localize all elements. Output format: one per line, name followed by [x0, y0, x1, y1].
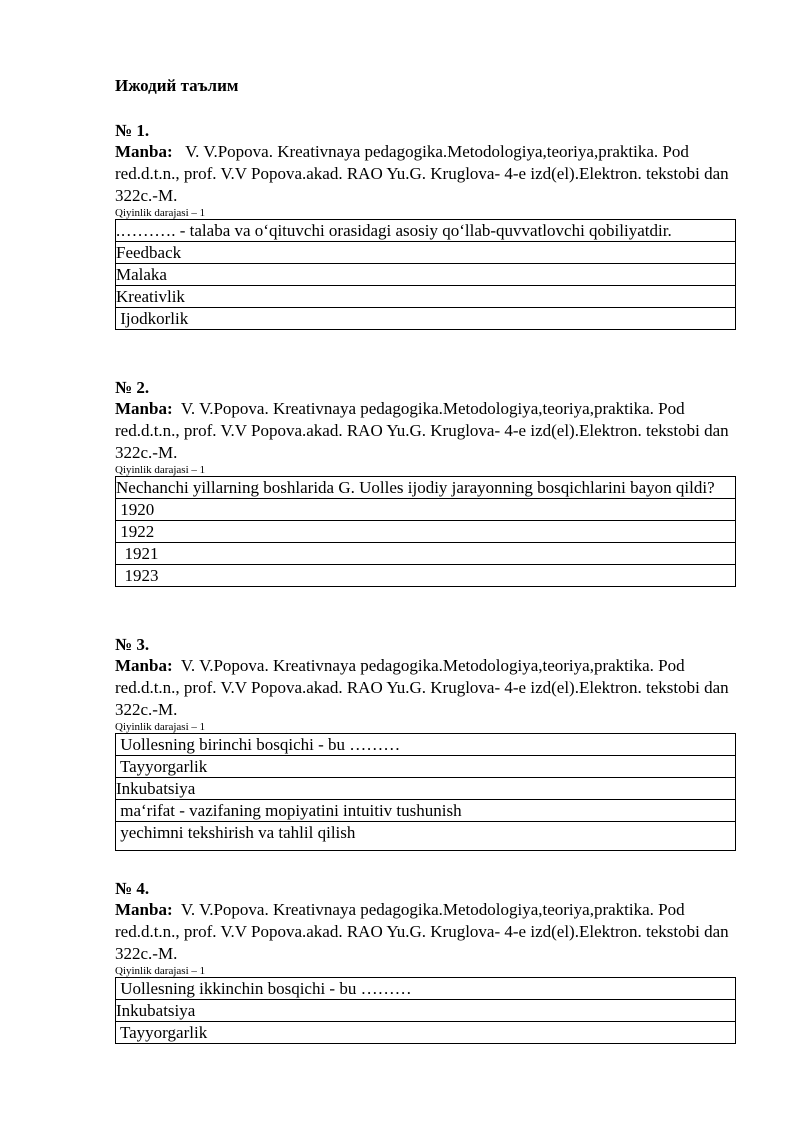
- question-source: [115, 398, 740, 464]
- answer-option: Tayyorgarlik: [116, 1022, 736, 1044]
- source-label: Manba:: [115, 900, 173, 919]
- question-text: .………. - talaba va o‘qituvchi orasidagi asosiy qo‘llab-quvvatlovchi qobiliyatdir.: [116, 220, 736, 242]
- question-source: [115, 141, 740, 207]
- question-number: № 1.: [115, 121, 150, 140]
- question-text: Uollesning ikkinchin bosqichi - bu ………: [116, 978, 736, 1000]
- answer-option: ma‘rifat - vazifaning mopiyatini intuitiv tushunish: [116, 800, 736, 822]
- question-number: № 4.: [115, 879, 150, 898]
- source-label: Manba:: [115, 656, 173, 675]
- difficulty-level: Qiyinlik darajasi – 1: [115, 965, 206, 977]
- answer-option: Kreativlik: [116, 286, 736, 308]
- difficulty-level: Qiyinlik darajasi – 1: [115, 207, 206, 219]
- source-text: V. V.Popova. Kreativnaya pedagogika.Metodologiya,teoriya,praktika. Pod red.d.t.n., prof. V.V Popova.akad. RAO Yu.G. Kruglova- 4-e izd(el).Elektron. tekstobi dan 322c.-M.: [115, 399, 729, 462]
- question-number: № 3.: [115, 635, 150, 654]
- question-source: [115, 899, 740, 965]
- answer-option: 1922: [116, 521, 736, 543]
- answer-option: 1921: [116, 543, 736, 565]
- source-text: V. V.Popova. Kreativnaya pedagogika.Metodologiya,teoriya,praktika. Pod red.d.t.n., prof. V.V Popova.akad. RAO Yu.G. Kruglova- 4-e izd(el).Elektron. tekstobi dan 322c.-M.: [115, 656, 729, 719]
- source-label: Manba:: [115, 399, 173, 418]
- answer-option: Feedback: [116, 242, 736, 264]
- source-text: V. V.Popova. Kreativnaya pedagogika.Metodologiya,teoriya,praktika. Pod red.d.t.n., prof. V.V Popova.akad. RAO Yu.G. Kruglova- 4-e izd(el).Elektron. tekstobi dan 322c.-M.: [115, 142, 729, 205]
- answer-table: [115, 733, 736, 851]
- answer-option: Inkubatsiya: [116, 778, 736, 800]
- source-text: V. V.Popova. Kreativnaya pedagogika.Metodologiya,teoriya,praktika. Pod red.d.t.n., prof. V.V Popova.akad. RAO Yu.G. Kruglova- 4-e izd(el).Elektron. tekstobi dan 322c.-M.: [115, 900, 729, 963]
- question-text: Uollesning birinchi bosqichi - bu ………: [116, 734, 736, 756]
- question-source: [115, 655, 740, 721]
- question-block-2: [115, 377, 740, 587]
- answer-option: 1920: [116, 499, 736, 521]
- difficulty-level: Qiyinlik darajasi – 1: [115, 721, 206, 733]
- question-block-4: [115, 878, 740, 1044]
- answer-option: yechimni tekshirish va tahlil qilish: [116, 822, 736, 851]
- question-block-3: [115, 634, 740, 851]
- answer-option: Ijodkorlik: [116, 308, 736, 330]
- answer-table: [115, 476, 736, 587]
- question-text: Nechanchi yillarning boshlarida G. Uolles ijodiy jarayonning bosqichlarini bayon qildi?: [116, 477, 736, 499]
- answer-option: Inkubatsiya: [116, 1000, 736, 1022]
- answer-table: [115, 977, 736, 1044]
- answer-option: Malaka: [116, 264, 736, 286]
- answer-option: 1923: [116, 565, 736, 587]
- answer-option: Tayyorgarlik: [116, 756, 736, 778]
- question-block-1: [115, 120, 740, 330]
- answer-table: [115, 219, 736, 330]
- source-label: Manba:: [115, 142, 173, 161]
- question-number: № 2.: [115, 378, 150, 397]
- difficulty-level: Qiyinlik darajasi – 1: [115, 464, 206, 476]
- document-title: Ижодий таълим: [115, 76, 239, 95]
